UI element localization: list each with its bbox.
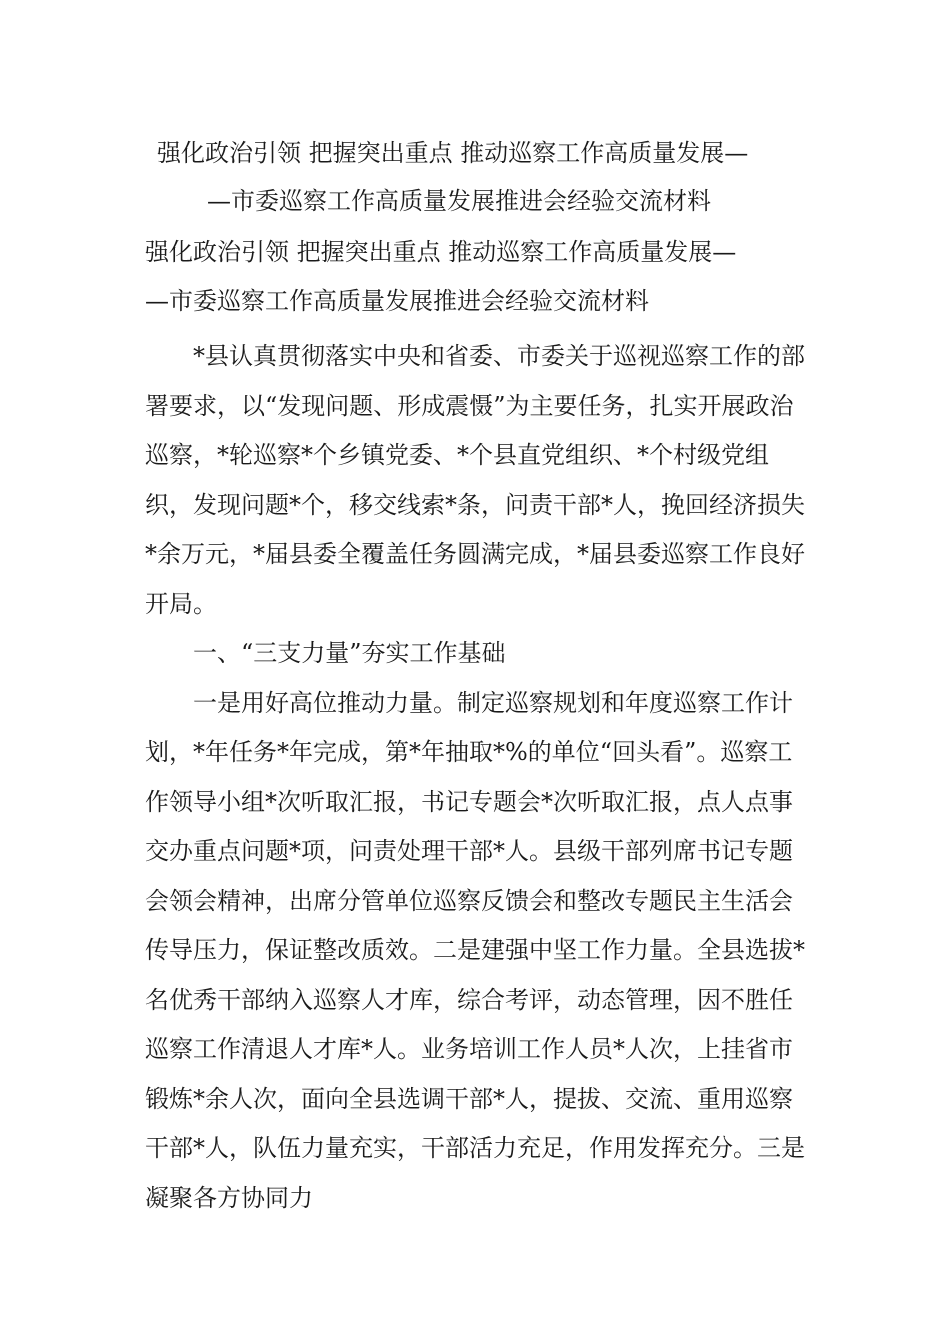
centered-title-line-2: —市委巡察工作高质量发展推进会经验交流材料 [207,187,711,215]
centered-title-line-1: 强化政治引领 把握突出重点 推动巡察工作高质量发展— [157,139,749,167]
section-heading: 一、“三支力量”夯实工作基础 [193,639,506,667]
document-body [145,332,810,1223]
title-line-2: —市委巡察工作高质量发展推进会经验交流材料 [145,287,649,315]
intro-paragraph: *县认真贯彻落实中央和省委、市委关于巡视巡察工作的部署要求，以“发现问题、形成震慑”为主要任务，扎实开展政治巡察，*轮巡察*个乡镇党委、*个县直党组织、*个村级党组织，发现问题*个，移交线索*条，问责干部*人，挽回经济损失*余万元，*届县委全覆盖任务圆满完成，*届县委巡察工作良好开局。 [145,342,805,618]
section-paragraph: 一是用好高位推动力量。制定巡察规划和年度巡察工作计划，*年任务*年完成，第*年抽取*%的单位“回头看”。巡察工作领导小组*次听取汇报，书记专题会*次听取汇报，点人点事交办重点问题*项，问责处理干部*人。县级干部列席书记专题会领会精神，出席分管单位巡察反馈会和整改专题民主生活会传导压力，保证整改质效。二是建强中坚工作力量。全县选拔*名优秀干部纳入巡察人才库，综合考评，动态管理，因不胜任巡察工作清退人才库*人。业务培训工作人员*人次，上挂省市锻炼*余人次，面向全县选调干部*人，提拔、交流、重用巡察干部*人，队伍力量充实，干部活力充足，作用发挥充分。三是凝聚各方协同力 [145,688,805,1212]
title-line-1: 强化政治引领 把握突出重点 推动巡察工作高质量发展— [145,238,737,266]
